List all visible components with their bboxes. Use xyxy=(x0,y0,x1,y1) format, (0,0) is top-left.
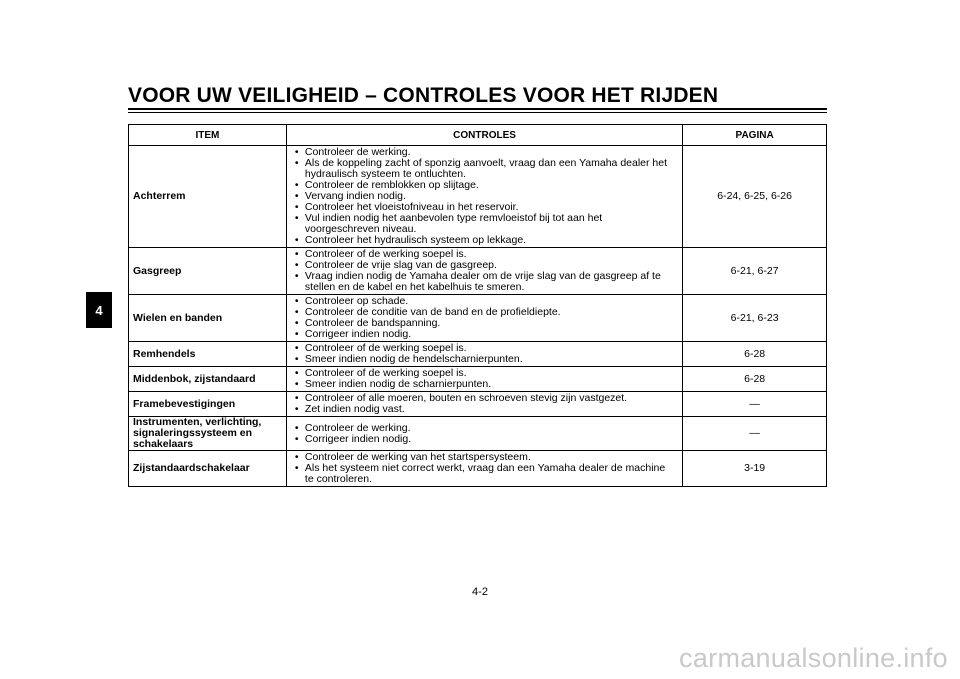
check-item: • Controleer op schade. xyxy=(293,296,676,307)
check-list xyxy=(293,296,676,340)
check-list-cell xyxy=(286,451,682,487)
header-controles: CONTROLES xyxy=(286,125,682,146)
item-name: Wielen en banden xyxy=(129,295,287,342)
check-list-cell xyxy=(286,367,682,392)
check-list xyxy=(293,368,676,390)
check-item: • Controleer de werking. xyxy=(293,423,676,434)
check-list-cell xyxy=(286,248,682,295)
check-item: • Smeer indien nodig de hendelscharnierpunten. xyxy=(293,354,676,365)
page-reference: — xyxy=(683,417,827,451)
title-underline-thick xyxy=(128,108,827,110)
check-list-cell xyxy=(286,392,682,417)
check-item: • Controleer de werking van het startspersysteem. xyxy=(293,452,676,463)
check-item: • Corrigeer indien nodig. xyxy=(293,329,676,340)
check-list-cell xyxy=(286,146,682,248)
item-name: Achterrem xyxy=(129,146,287,248)
table-row xyxy=(129,295,827,342)
check-item: • Controleer het hydraulisch systeem op lekkage. xyxy=(293,235,676,246)
check-item: • Smeer indien nodig de scharnierpunten. xyxy=(293,379,676,390)
check-list-cell xyxy=(286,342,682,367)
item-name: Framebevestigingen xyxy=(129,392,287,417)
page-reference: — xyxy=(683,392,827,417)
item-name: Gasgreep xyxy=(129,248,287,295)
check-list xyxy=(293,423,676,445)
item-name: Instrumenten, verlichting, signaleringssysteem en schakelaars xyxy=(129,417,287,451)
check-item: • Controleer of de werking soepel is. xyxy=(293,249,676,260)
chapter-tab: 4 xyxy=(86,292,112,328)
header-item: ITEM xyxy=(129,125,287,146)
table-row xyxy=(129,417,827,451)
page-reference: 6-28 xyxy=(683,342,827,367)
item-name: Remhendels xyxy=(129,342,287,367)
check-item: • Controleer de conditie van de band en de profieldiepte. xyxy=(293,307,676,318)
check-item: • Controleer de bandspanning. xyxy=(293,318,676,329)
table-row xyxy=(129,248,827,295)
check-item: • Corrigeer indien nodig. xyxy=(293,434,676,445)
check-list xyxy=(293,393,676,415)
check-list xyxy=(293,343,676,365)
page-number: 4-2 xyxy=(472,586,488,598)
watermark: carmanualsonline.info xyxy=(679,643,948,673)
page-reference: 6-21, 6-27 xyxy=(683,248,827,295)
check-item: • Controleer het vloeistofniveau in het reservoir. xyxy=(293,202,676,213)
table-row xyxy=(129,342,827,367)
check-item: • Vul indien nodig het aanbevolen type remvloeistof bij tot aan het voorgeschreven niveau. xyxy=(293,213,676,235)
title-underline-thin xyxy=(128,112,827,113)
page-reference: 6-21, 6-23 xyxy=(683,295,827,342)
check-item: • Controleer of de werking soepel is. xyxy=(293,343,676,354)
table-row xyxy=(129,451,827,487)
check-list xyxy=(293,147,676,246)
check-item: • Als het systeem niet correct werkt, vraag dan een Yamaha dealer de machine te controleren. xyxy=(293,463,676,485)
check-list-cell xyxy=(286,417,682,451)
check-item: • Als de koppeling zacht of sponzig aanvoelt, vraag dan een Yamaha dealer het hydraulisch systeem te ontluchten. xyxy=(293,158,676,180)
check-item: • Controleer de remblokken op slijtage. xyxy=(293,180,676,191)
check-list-cell xyxy=(286,295,682,342)
check-item: • Controleer of alle moeren, bouten en schroeven stevig zijn vastgezet. xyxy=(293,393,676,404)
item-name: Middenbok, zijstandaard xyxy=(129,367,287,392)
table-row xyxy=(129,392,827,417)
page-reference: 6-28 xyxy=(683,367,827,392)
check-item: • Controleer de vrije slag van de gasgreep. xyxy=(293,260,676,271)
table-row xyxy=(129,146,827,248)
check-item: • Controleer de werking. xyxy=(293,147,676,158)
page-reference: 6-24, 6-25, 6-26 xyxy=(683,146,827,248)
check-list xyxy=(293,249,676,293)
check-item: • Vraag indien nodig de Yamaha dealer om de vrije slag van de gasgreep af te stellen en de kabel en het kabelhuis te smeren. xyxy=(293,271,676,293)
check-list xyxy=(293,452,676,485)
check-item: • Zet indien nodig vast. xyxy=(293,404,676,415)
table-header-row xyxy=(129,125,827,146)
check-item: • Controleer of de werking soepel is. xyxy=(293,368,676,379)
item-name: Zijstandaardschakelaar xyxy=(129,451,287,487)
pre-ride-checklist-table xyxy=(128,124,827,487)
page-title: VOOR UW VEILIGHEID – CONTROLES VOOR HET RIJDEN xyxy=(128,84,719,107)
check-item: • Vervang indien nodig. xyxy=(293,191,676,202)
page-reference: 3-19 xyxy=(683,451,827,487)
table-row xyxy=(129,367,827,392)
table-body xyxy=(129,146,827,487)
header-pagina: PAGINA xyxy=(683,125,827,146)
